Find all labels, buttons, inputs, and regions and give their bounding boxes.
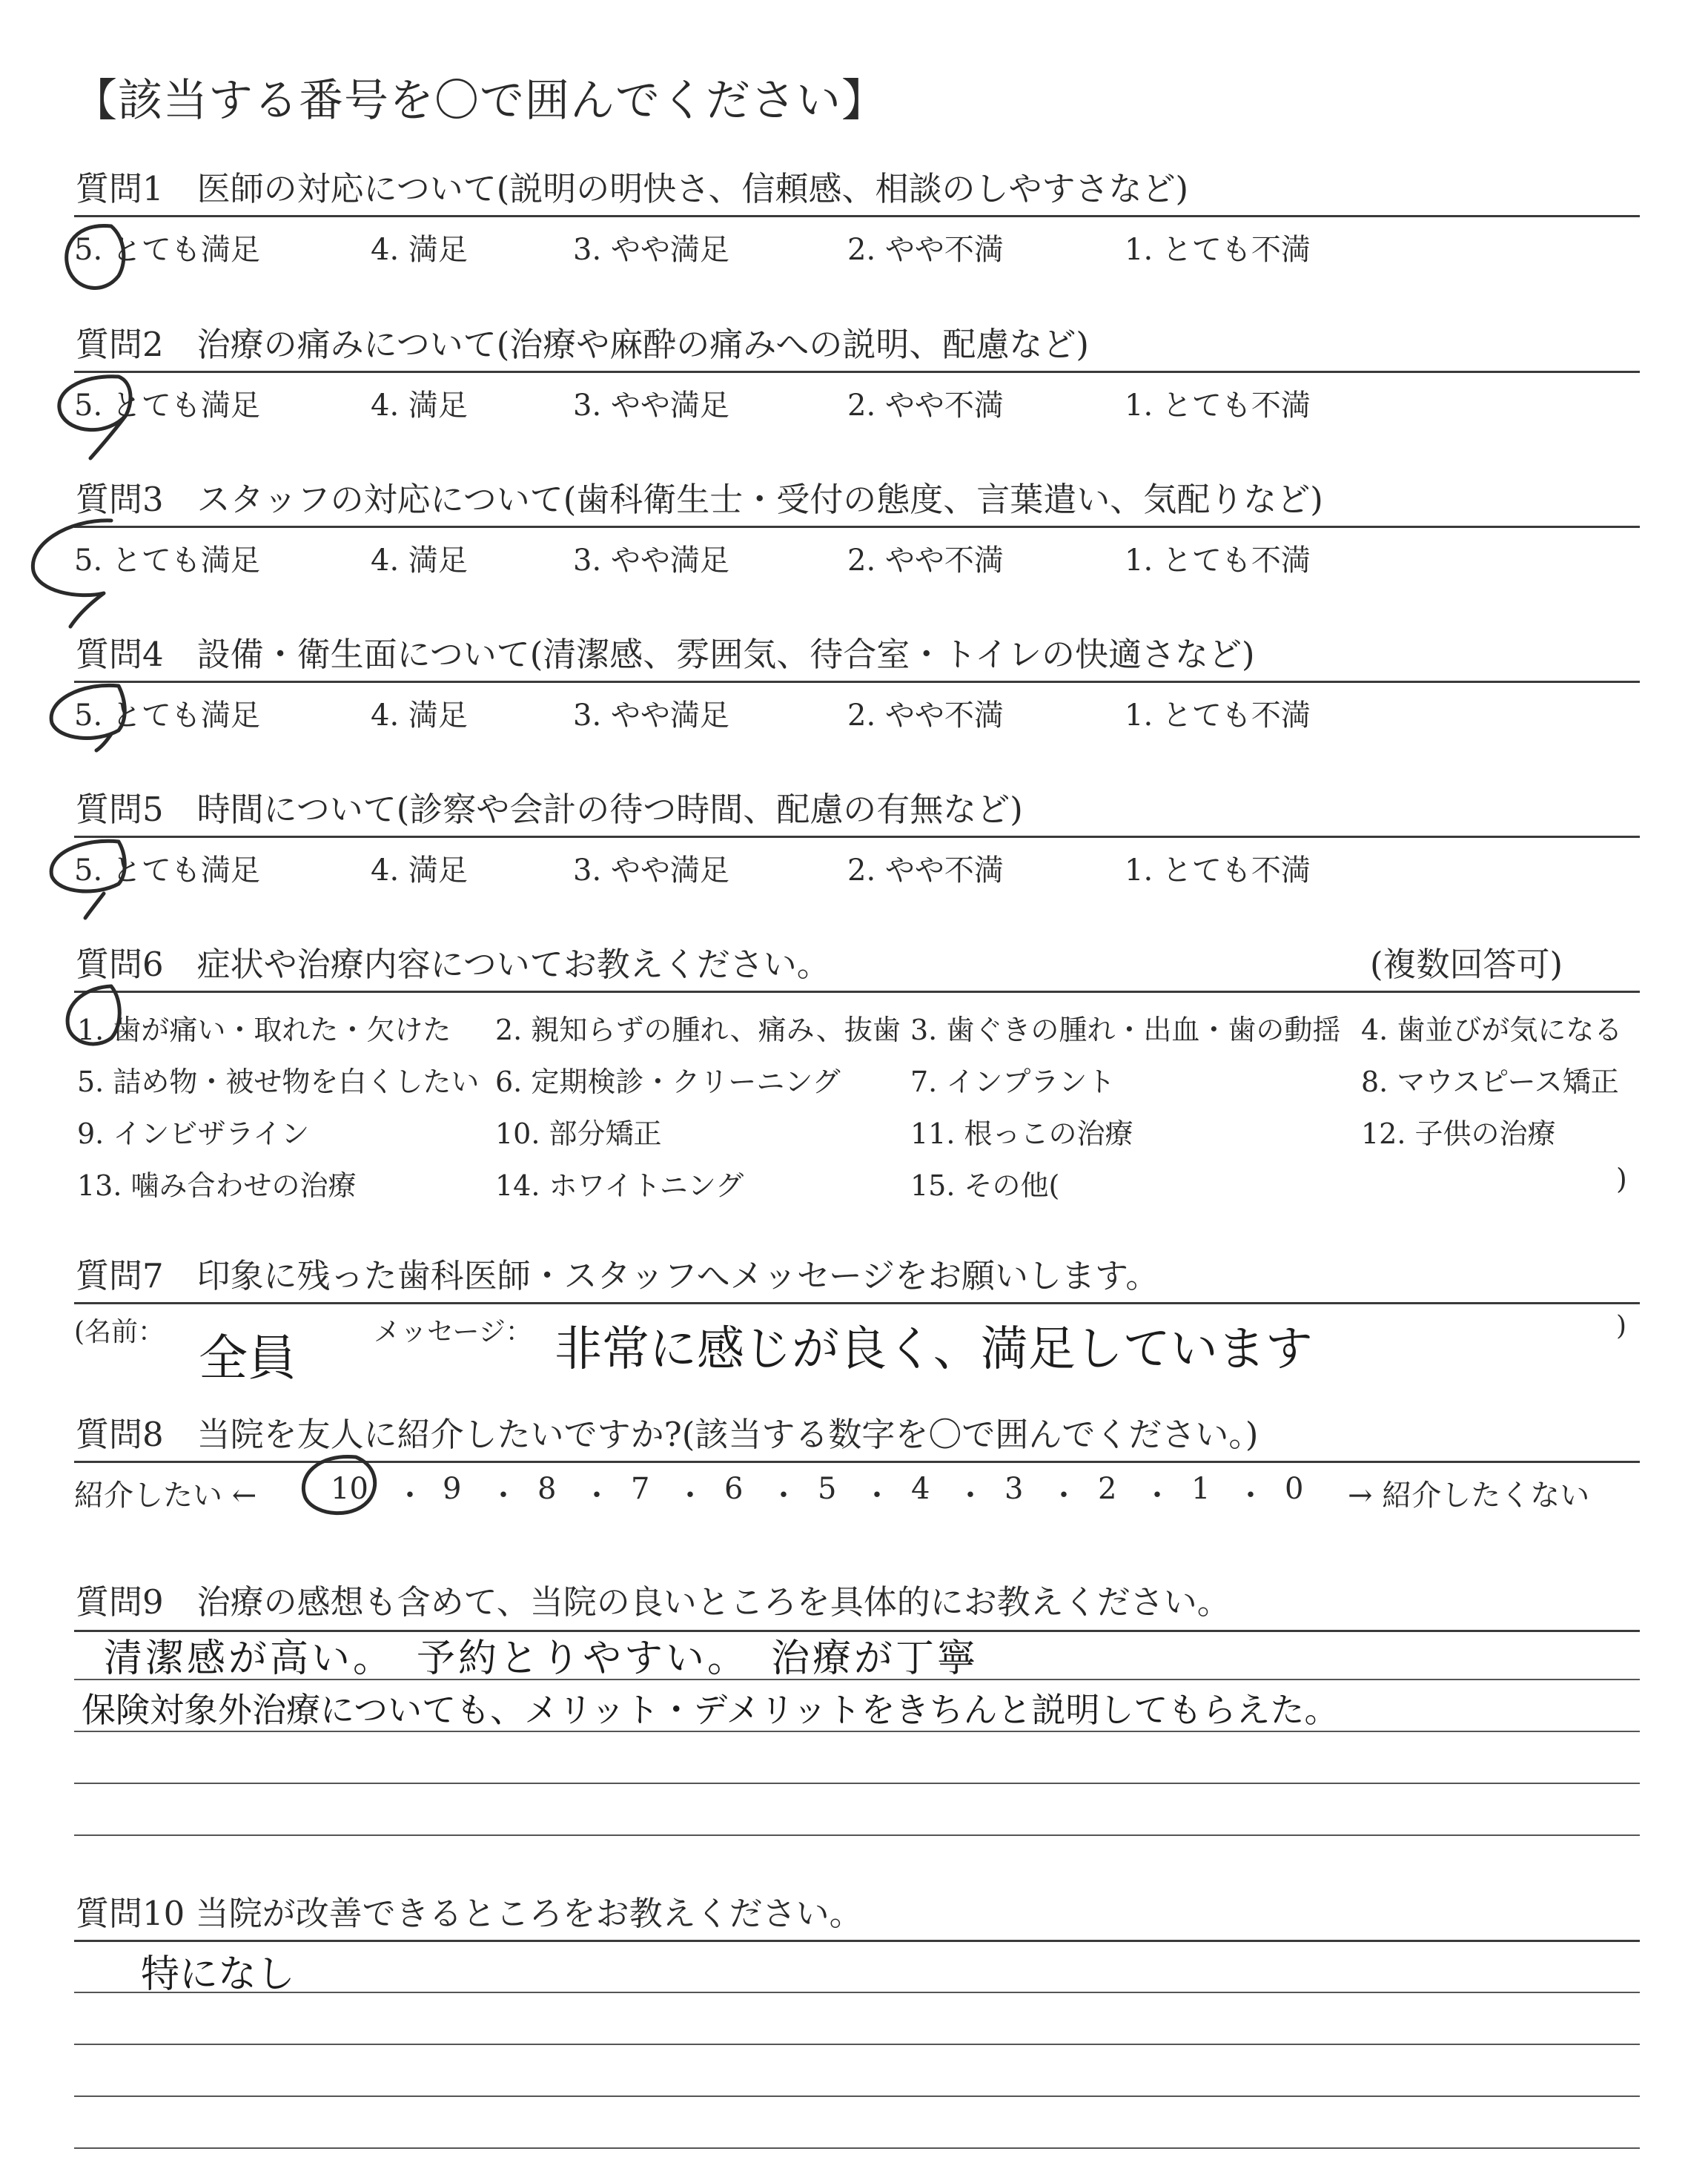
q3-option-1[interactable]: 1. とても不満 (1125, 544, 1311, 578)
q6-title: 質問6 症状や治療内容についてお教えください。 (76, 945, 830, 984)
q7-name-value[interactable]: 全員 (199, 1330, 297, 1387)
q4-selection-circle (51, 685, 125, 750)
q8-dot: ・ (862, 1479, 892, 1513)
q2-option-2[interactable]: 2. やや不満 (847, 389, 1004, 423)
q8-scale-2[interactable]: 2 (1098, 1472, 1117, 1506)
q5-option-1[interactable]: 1. とても不満 (1125, 853, 1311, 888)
q10-answer-line-1[interactable]: 特になし (141, 1952, 296, 1997)
q8-dot: ・ (675, 1479, 705, 1513)
q9-answer-line-1[interactable]: 清潔感が高い。 予約とりやすい。 治療が丁寧 (104, 1636, 979, 1681)
q5-title: 質問5 時間について(診察や会計の待つ時間、配慮の有無など) (76, 790, 1023, 829)
q7-close-paren: ) (1616, 1311, 1627, 1341)
q4-title: 質問4 設備・衛生面について(清潔感、雰囲気、待合室・トイレの快適さなど) (76, 635, 1255, 674)
q8-scale-7[interactable]: 7 (631, 1472, 650, 1506)
q6-option-10[interactable]: 10. 部分矯正 (495, 1117, 662, 1150)
q8-scale-5[interactable]: 5 (818, 1472, 837, 1506)
q6-option-6[interactable]: 6. 定期検診・クリーニング (495, 1066, 841, 1098)
q6-option-2[interactable]: 2. 親知らずの腫れ、痛み、抜歯 (495, 1014, 901, 1046)
q1-option-3[interactable]: 3. やや満足 (573, 233, 729, 267)
q6-option-12[interactable]: 12. 子供の治療 (1361, 1117, 1556, 1150)
q8-dot: ・ (1049, 1479, 1079, 1513)
q8-scale-0[interactable]: 0 (1285, 1472, 1304, 1506)
q5-option-2[interactable]: 2. やや不満 (847, 853, 1004, 888)
q6-option-15[interactable]: 15. その他( (910, 1169, 1060, 1202)
q8-dot: ・ (489, 1479, 518, 1513)
q6-option-3[interactable]: 3. 歯ぐきの腫れ・出血・歯の動揺 (910, 1014, 1341, 1046)
q5-option-5[interactable]: 5. とても満足 (74, 853, 260, 888)
q4-option-5[interactable]: 5. とても満足 (74, 698, 260, 733)
q8-scale-6[interactable]: 6 (724, 1472, 744, 1506)
q3-option-2[interactable]: 2. やや不満 (847, 544, 1004, 578)
q2-option-5[interactable]: 5. とても満足 (74, 389, 260, 423)
q8-scale-3[interactable]: 3 (1004, 1472, 1024, 1506)
q3-title: 質問3 スタッフの対応について(歯科衛生士・受付の態度、言葉遣い、気配りなど) (76, 480, 1323, 519)
q7-title: 質問7 印象に残った歯科医師・スタッフへメッセージをお願いします。 (76, 1256, 1159, 1295)
q5-option-3[interactable]: 3. やや満足 (573, 853, 729, 888)
q6-option-13[interactable]: 13. 噛み合わせの治療 (77, 1169, 357, 1202)
q8-dot: ・ (769, 1479, 798, 1513)
q6-option-1[interactable]: 1. 歯が痛い・取れた・欠けた (77, 1014, 451, 1046)
q9-title: 質問9 治療の感想も含めて、当院の良いところを具体的にお教えください。 (76, 1582, 1231, 1622)
q3-selection-circle (33, 521, 111, 627)
q7-message-label: メッセージ： (374, 1317, 532, 1347)
q1-selection-circle (67, 225, 124, 288)
q8-dot: ・ (1236, 1479, 1265, 1513)
q6-multiple-note: (複数回答可) (1370, 945, 1563, 984)
q8-scale-1[interactable]: 1 (1191, 1472, 1211, 1506)
q6-option-9[interactable]: 9. インビザライン (77, 1117, 310, 1150)
q8-left-label: 紹介したい ← (74, 1479, 257, 1513)
q3-option-3[interactable]: 3. やや満足 (573, 544, 729, 578)
q4-option-2[interactable]: 2. やや不満 (847, 698, 1004, 733)
q6-other-close: ) (1616, 1163, 1627, 1195)
q7-name-label: (名前： (74, 1317, 165, 1347)
q8-dot: ・ (395, 1479, 425, 1513)
q2-option-4[interactable]: 4. 満足 (371, 389, 468, 423)
q1-option-2[interactable]: 2. やや不満 (847, 233, 1004, 267)
q5-option-4[interactable]: 4. 満足 (371, 853, 468, 888)
q6-option-5[interactable]: 5. 詰め物・被せ物を白くしたい (77, 1066, 480, 1098)
q3-option-5[interactable]: 5. とても満足 (74, 544, 260, 578)
q1-option-4[interactable]: 4. 満足 (371, 233, 468, 267)
q1-option-5[interactable]: 5. とても満足 (74, 233, 260, 267)
q8-dot: ・ (956, 1479, 985, 1513)
q10-title: 質問10 当院が改善できるところをお教えください。 (76, 1894, 863, 1933)
q6-option-4[interactable]: 4. 歯並びが気になる (1361, 1014, 1623, 1046)
q4-option-4[interactable]: 4. 満足 (371, 698, 468, 733)
q2-option-3[interactable]: 3. やや満足 (573, 389, 729, 423)
q2-option-1[interactable]: 1. とても不満 (1125, 389, 1311, 423)
q3-option-4[interactable]: 4. 満足 (371, 544, 468, 578)
q6-option-7[interactable]: 7. インプラント (910, 1066, 1116, 1098)
form-heading: 【該当する番号を〇で囲んでください】 (73, 75, 887, 127)
q8-title: 質問8 当院を友人に紹介したいですか?(該当する数字を〇で囲んでください。) (76, 1415, 1259, 1454)
q8-selection-circle (303, 1456, 374, 1513)
q8-scale-4[interactable]: 4 (911, 1472, 930, 1506)
q2-title: 質問2 治療の痛みについて(治療や麻酔の痛みへの説明、配慮など) (76, 325, 1089, 364)
q8-scale-8[interactable]: 8 (537, 1472, 557, 1506)
q8-right-label: → 紹介したくない (1348, 1479, 1590, 1513)
q6-option-8[interactable]: 8. マウスピース矯正 (1361, 1066, 1619, 1098)
q6-option-14[interactable]: 14. ホワイトニング (495, 1169, 744, 1202)
q9-answer-line-2[interactable]: 保険対象外治療についても、メリット・デメリットをきちんと説明してもらえた。 (82, 1690, 1339, 1730)
q2-selection-circle (59, 377, 130, 458)
q8-scale-9[interactable]: 9 (443, 1472, 462, 1506)
q7-message-value[interactable]: 非常に感じが良く、満足しています (555, 1322, 1313, 1377)
q4-option-3[interactable]: 3. やや満足 (573, 698, 729, 733)
q1-title: 質問1 医師の対応について(説明の明快さ、信頼感、相談のしやすさなど) (76, 169, 1189, 208)
q6-selection-circle (67, 986, 119, 1044)
q6-option-11[interactable]: 11. 根っこの治療 (910, 1117, 1133, 1150)
q8-dot: ・ (582, 1479, 612, 1513)
q5-selection-circle (51, 841, 125, 918)
q8-scale-10[interactable]: 10 (331, 1472, 368, 1506)
q1-option-1[interactable]: 1. とても不満 (1125, 233, 1311, 267)
q8-dot: ・ (1142, 1479, 1172, 1513)
q4-option-1[interactable]: 1. とても不満 (1125, 698, 1311, 733)
